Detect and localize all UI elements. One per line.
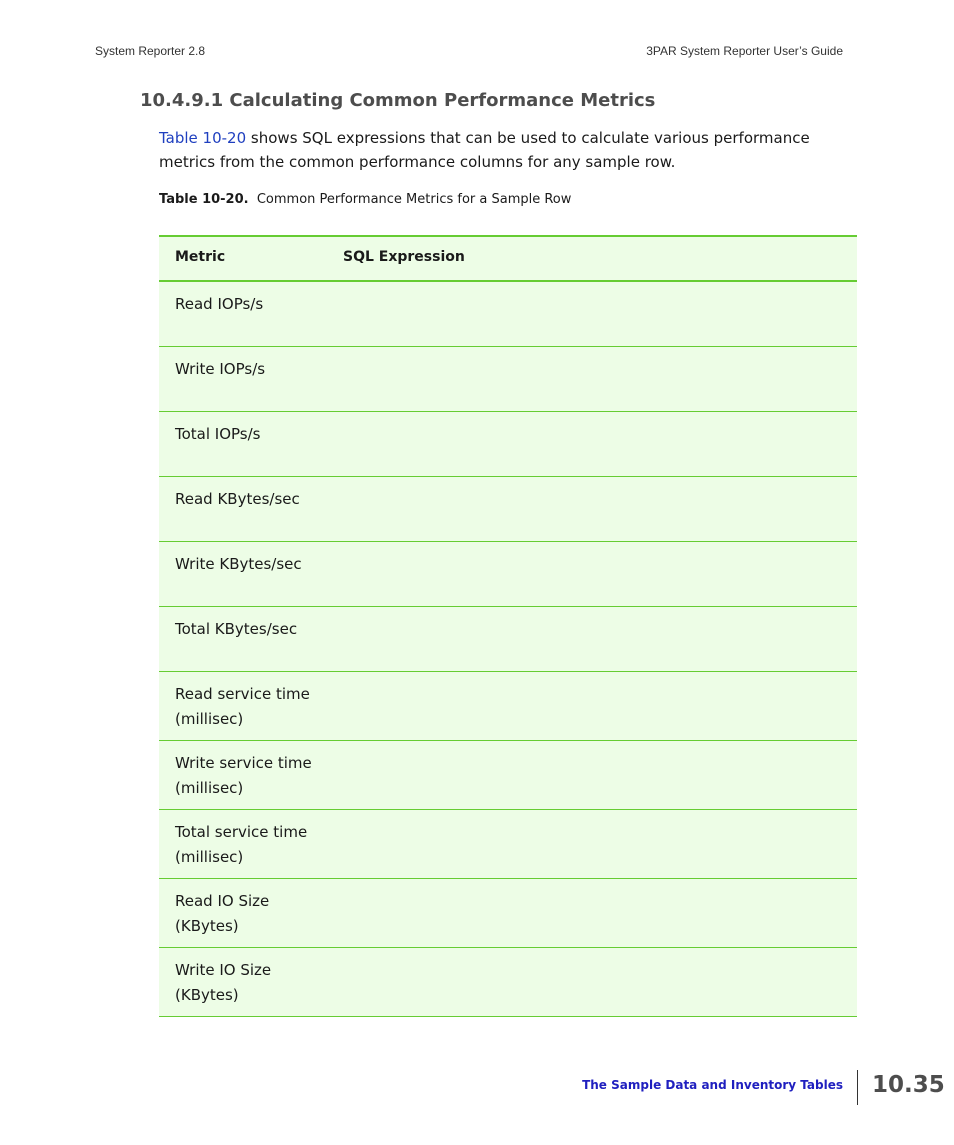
- table-row: [159, 948, 857, 1017]
- metric-name: Read IOPs/s: [175, 295, 264, 313]
- metric-cell: [175, 292, 325, 317]
- table-row: [159, 810, 857, 879]
- table-row: [159, 282, 857, 347]
- metric-name: Write IOPs/s: [175, 360, 266, 378]
- running-header-right: 3PAR System Reporter User’s Guide: [646, 44, 843, 58]
- column-header-sql-expression: SQL Expression: [343, 249, 465, 265]
- metric-name: Write KBytes/sec: [175, 555, 302, 573]
- metric-name: Read service time: [175, 685, 310, 703]
- metric-cell: [175, 889, 325, 939]
- metric-cell: [175, 820, 325, 870]
- metric-unit: (KBytes): [175, 917, 239, 935]
- metric-name: Read IO Size: [175, 892, 270, 910]
- intro-paragraph: [159, 126, 859, 174]
- table-caption-label: Table 10-20.: [159, 192, 249, 207]
- metric-cell: [175, 487, 325, 512]
- metric-unit: (millisec): [175, 848, 244, 866]
- table-row: [159, 412, 857, 477]
- metric-cell: [175, 422, 325, 447]
- metric-unit: (millisec): [175, 710, 244, 728]
- metric-cell: [175, 682, 325, 732]
- metrics-table: [159, 235, 857, 1017]
- metric-name: Write service time: [175, 754, 312, 772]
- table-row: [159, 477, 857, 542]
- table-body: [159, 282, 857, 1017]
- table-row: [159, 347, 857, 412]
- table-row: [159, 741, 857, 810]
- table-row: [159, 879, 857, 948]
- metric-cell: [175, 751, 325, 801]
- column-header-metric: Metric: [175, 249, 226, 265]
- metric-name: Write IO Size: [175, 961, 272, 979]
- table-caption: [159, 192, 571, 207]
- table-caption-text: Common Performance Metrics for a Sample Row: [256, 192, 572, 207]
- section-title: 10.4.9.1 Calculating Common Performance Metrics: [140, 90, 656, 111]
- metric-name: Total IOPs/s: [175, 425, 261, 443]
- metric-cell: [175, 357, 325, 382]
- metric-unit: (millisec): [175, 779, 244, 797]
- intro-text: shows SQL expressions that can be used to calculate various performance metrics from the common performance columns for any sample row.: [159, 129, 810, 171]
- table-row: [159, 607, 857, 672]
- metric-cell: [175, 552, 325, 577]
- page-number: 10.35: [872, 1072, 945, 1098]
- table-row: [159, 672, 857, 741]
- metric-cell: [175, 958, 325, 1008]
- table-reference-link[interactable]: Table 10-20: [159, 129, 247, 147]
- running-header-left: System Reporter 2.8: [95, 44, 206, 58]
- footer-divider: [857, 1070, 858, 1105]
- metric-name: Read KBytes/sec: [175, 490, 300, 508]
- footer-chapter-title: The Sample Data and Inventory Tables: [582, 1078, 843, 1092]
- metric-name: Total service time: [175, 823, 308, 841]
- metric-cell: [175, 617, 325, 642]
- table-header-row: [159, 237, 857, 282]
- table-row: [159, 542, 857, 607]
- metric-name: Total KBytes/sec: [175, 620, 298, 638]
- metric-unit: (KBytes): [175, 986, 239, 1004]
